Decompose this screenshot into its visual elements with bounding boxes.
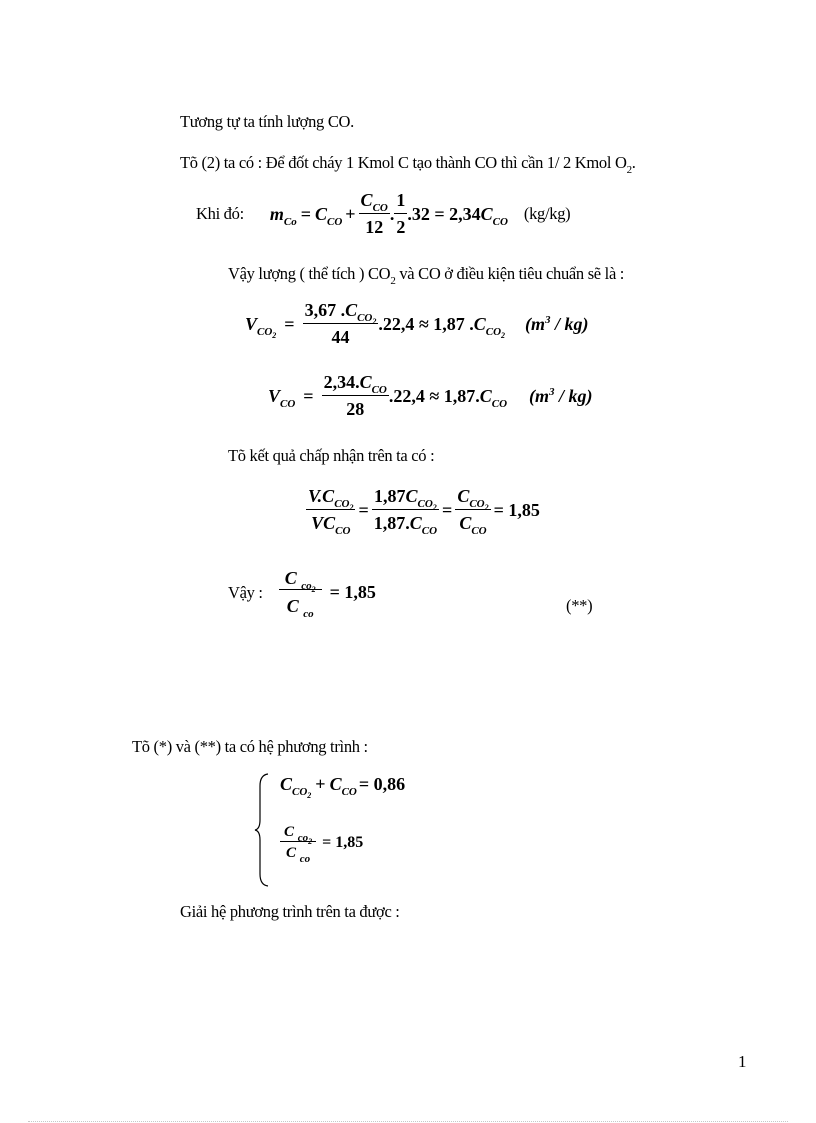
system-fraction: $\frac{C _{co_2}}{C _{co}}$ (280, 824, 316, 862)
eq1-fraction-c-12: $\frac{C_{CO}}{12}$ (360, 190, 388, 237)
eq4-fraction-vc: $\frac{V.C_{CO_2}}{VC_{CO}}$ (308, 486, 354, 537)
eq3-unit: $(m^3 / kg)$ (529, 385, 593, 406)
equation-vay: Vậy : $\frac{C _{co_2}}{C _{co}}$ = 1,85 (228, 568, 376, 620)
equation-m-co: Khi đó: $m_{Co}$ = $C_{CO}$ + $\frac{C_{CO}}{12}$ . $\frac{1}{2}$ .32 = 2,34 $C_{CO}$ (kg/kg) (196, 190, 571, 237)
khi-do-label: Khi đó: (196, 204, 244, 223)
equation-ratio: $\frac{V.C_{CO_2}}{VC_{CO}}$ = $\frac{1,87C_{CO_2}}{1,87.C_{CO}}$ = $\frac{C_{CO_2}}{C_{CO}}$ = 1,85 (308, 486, 540, 537)
text-tu-ket-qua: Tõ kết quả chấp nhận trên ta có : (228, 446, 435, 465)
equation-label-double-star: (**) (566, 596, 593, 615)
eq2-unit: $(m^3 / kg)$ (525, 313, 589, 334)
text-vay-luong: Vậy lượng ( thể tích ) $CO_2$ và CO ở điều kiện tiêu chuẩn sẽ là : (228, 264, 625, 287)
equation-v-co: $V_{CO}$ = $\frac{2,34.C_{CO}}{28}$ .22,4 ≈ 1,87. $C_{CO}$ $(m^3 / kg)$ (268, 372, 593, 419)
text-line-1: Tương tự ta tính lượng CO. (180, 112, 354, 131)
eq1-lhs: $m_{Co}$ (269, 203, 297, 228)
system-row-2: $\frac{C _{co_2}}{C _{co}}$ = 1,85 (280, 824, 363, 862)
system-brace-icon (254, 772, 272, 888)
text-tu-he: Tõ (*) và (**) ta có hệ phương trình : (132, 737, 368, 756)
eq1-fraction-half: $\frac{1}{2}$ (396, 190, 406, 237)
eq4-fraction-c: $\frac{C_{CO_2}}{C_{CO}}$ (457, 486, 489, 537)
system-row-1: $C_{CO_2}$ + $C_{CO}$ = 0,86 (280, 774, 406, 800)
eq5-fraction: $\frac{C _{co_2}}{C _{co}}$ (279, 568, 322, 617)
equation-v-co2: $V_{CO_2}$ = $\frac{3,67 .C_{CO_2}}{44}$ .22,4 ≈ 1,87 . $C_{CO_2}$ $(m^3 / kg)$ (245, 300, 589, 347)
eq4-fraction-187: $\frac{1,87C_{CO_2}}{1,87.C_{CO}}$ (373, 486, 438, 537)
eq1-unit: (kg/kg) (523, 204, 571, 223)
text-giai: Giải hệ phương trình trên ta được : (180, 902, 400, 921)
vay-label: Vậy : (228, 582, 263, 602)
page-bottom-divider (28, 1121, 788, 1122)
eq2-fraction: $\frac{3,67 .C_{CO_2}}{44}$ (304, 300, 377, 347)
eq3-fraction: $\frac{2,34.C_{CO}}{28}$ (323, 372, 387, 419)
text-line-2: Tõ (2) ta có : Để đốt cháy 1 Kmol C tạo thành CO thì cần 1/ 2 Kmol $O_2$. (180, 153, 636, 176)
page-number: 1 (738, 1052, 747, 1071)
